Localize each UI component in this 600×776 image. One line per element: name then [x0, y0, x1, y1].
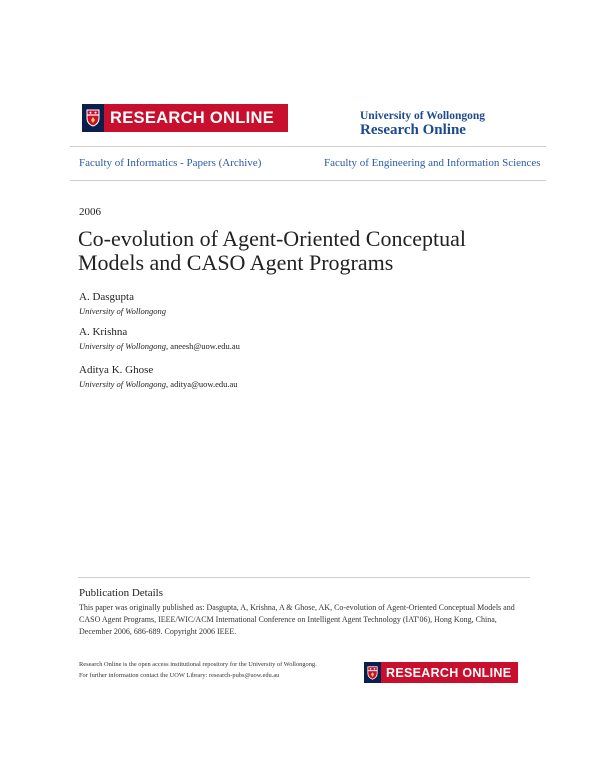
research-online-logo[interactable]	[82, 104, 288, 132]
repository-name[interactable]: Research Online	[360, 122, 466, 138]
uow-shield-icon	[82, 104, 104, 132]
paper-title: Co-evolution of Agent-Oriented Conceptual Models and CASO Agent Programs	[78, 226, 466, 275]
author-affiliation: University of Wollongong, aneesh@uow.edu.au	[79, 341, 240, 351]
author-affiliation	[79, 306, 166, 316]
university-name[interactable]: University of Wollongong	[360, 110, 486, 122]
publication-details-heading: Publication Details	[79, 587, 164, 599]
author-email[interactable]: aditya@uow.edu.au	[170, 379, 238, 389]
logo-text: RESEARCH ONLINE	[110, 108, 275, 127]
faculty-informatics-link[interactable]: Faculty of Informatics - Papers (Archive)	[79, 157, 262, 169]
faculty-engineering-link[interactable]: Faculty of Engineering and Information Sciences	[324, 157, 541, 169]
divider	[70, 180, 546, 181]
author-name: Aditya K. Ghose	[79, 364, 154, 376]
affiliation-text: University of Wollongong	[79, 341, 167, 351]
publication-details-text: This paper was originally published as: Dasgupta, A, Krishna, A & Ghose, AK, Co-evolution of Agent-Oriented Conceptual Models and CASO Agent Programs, IEEE/WIC/ACM International Conference on Intelligent Agent Technology (IAT'06), Hong Kong, China, December 2006, 686-689. Copyright 2006 IEEE.	[79, 603, 515, 636]
uow-shield-icon	[364, 662, 381, 683]
author-email[interactable]: aneesh@uow.edu.au	[170, 341, 240, 351]
author-name: A. Dasgupta	[79, 291, 134, 303]
author-affiliation: University of Wollongong, aditya@uow.edu.au	[79, 379, 238, 389]
logo-text: RESEARCH ONLINE	[386, 665, 512, 680]
repository-info-text: Research Online is the open access institutional repository for the University of Wollongong. For further information contact the UOW Library: research-pubs@uow.edu.au	[79, 661, 317, 679]
research-online-footer-logo[interactable]	[364, 662, 518, 683]
divider	[78, 577, 530, 578]
divider	[70, 146, 546, 147]
affiliation-text: University of Wollongong	[79, 379, 167, 389]
author-name: A. Krishna	[79, 326, 128, 338]
publication-year: 2006	[79, 206, 101, 218]
affiliation-text: University of Wollongong	[79, 306, 167, 316]
